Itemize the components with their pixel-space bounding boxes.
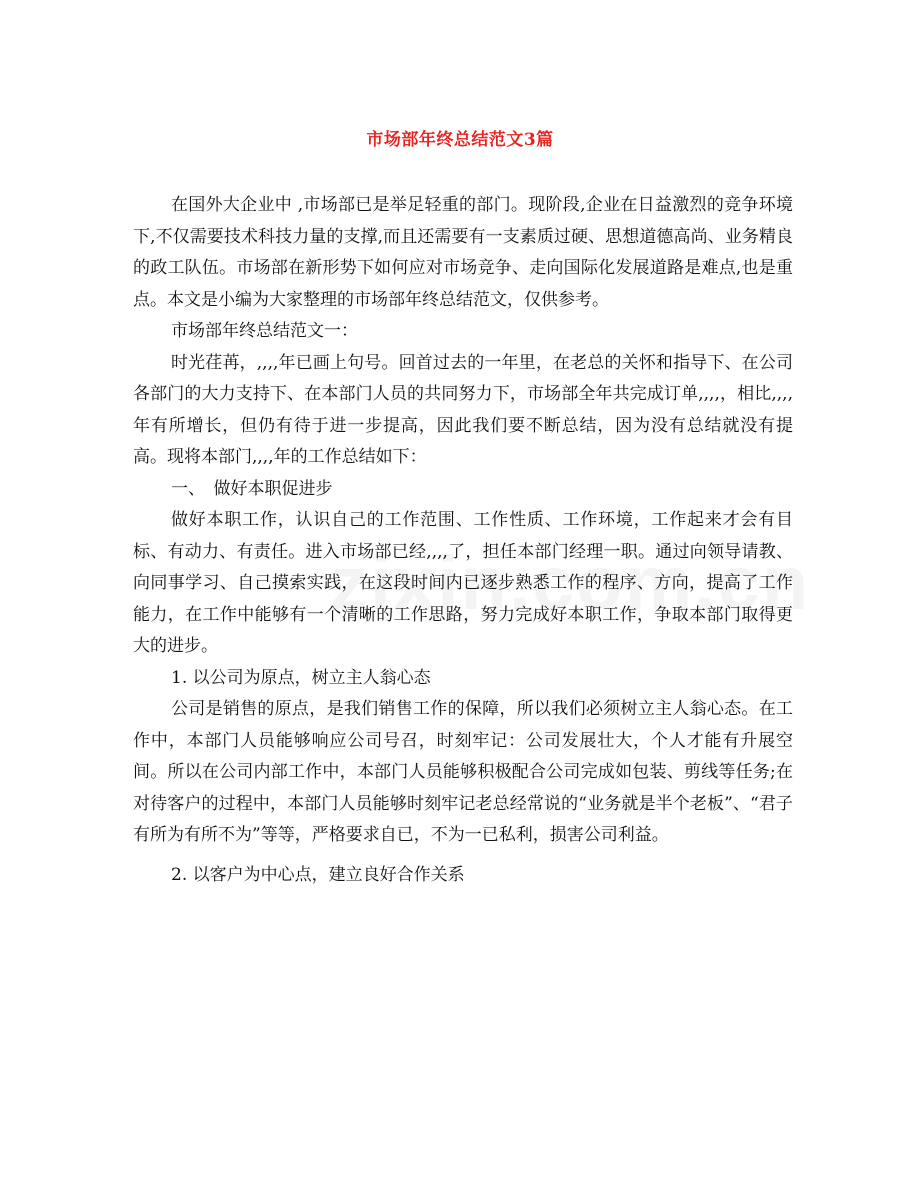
body-paragraph: 公司是销售的原点，是我们销售工作的保障，所以我们必须树立主人翁心态。在工作中，本部门人员能够响应公司号召，时刻牢记：公司发展壮大，个人才能有升展空间。所以在公司内部工作中，本部门人员能够积极配合公司完成如包装、剪线等任务;在对待客户的过程中，本部门人员能够时刻牢记老总经常说的“业务就是半个老板”、“君子有所为有所不为”等等，严格要求自已，不为一已私利，损害公司利益。	[133, 699, 793, 845]
document-body	[133, 190, 793, 891]
body-paragraph: 时光荏苒，,,,,年已画上句号。回首过去的一年里，在老总的关怀和指导下、在公司各部门的大力支持下、在本部门人员的共同努力下，市场部全年共完成订单,,,,，相比,,,,年有所增长，但仍有待于进一步提高，因此我们要不断总结，因为没有总结就没有提高。现将本部门,,,,年的工作总结如下：	[133, 352, 793, 467]
intro-paragraph: 在国外大企业中 ,市场部已是举足轻重的部门。现阶段,企业在日益激烈的竞争环境下,不仅需要技术科技力量的支撑,而且还需要有一支素质过硬、思想道德高尚、业务精良的政工队伍。市场部在新形势下如何应对市场竞争、走向国际化发展道路是难点,也是重点。本文是小编为大家整理的市场部年终总结范文，仅供参考。	[133, 195, 793, 310]
body-paragraph: 做好本职工作，认识自己的工作范围、工作性质、工作环境，工作起来才会有目标、有动力、有责任。进入市场部已经,,,,了，担任本部门经理一职。通过向领导请教、向同事学习、自己摸索实践，在这段时间内已逐步熟悉工作的程序、方向，提高了工作能力，在工作中能够有一个清晰的工作思路，努力完成好本职工作，争取本部门取得更大的进步。	[133, 510, 793, 656]
numbered-heading: 1. 以公司为原点，树立主人翁心态	[171, 667, 431, 688]
section-heading: 市场部年终总结范文一：	[171, 321, 358, 341]
subsection-heading: 一、 做好本职促进步	[171, 478, 333, 499]
document-title: 市场部年终总结范文3篇	[366, 130, 554, 150]
numbered-heading: 2. 以客户为中心点，建立良好合作关系	[171, 864, 465, 885]
